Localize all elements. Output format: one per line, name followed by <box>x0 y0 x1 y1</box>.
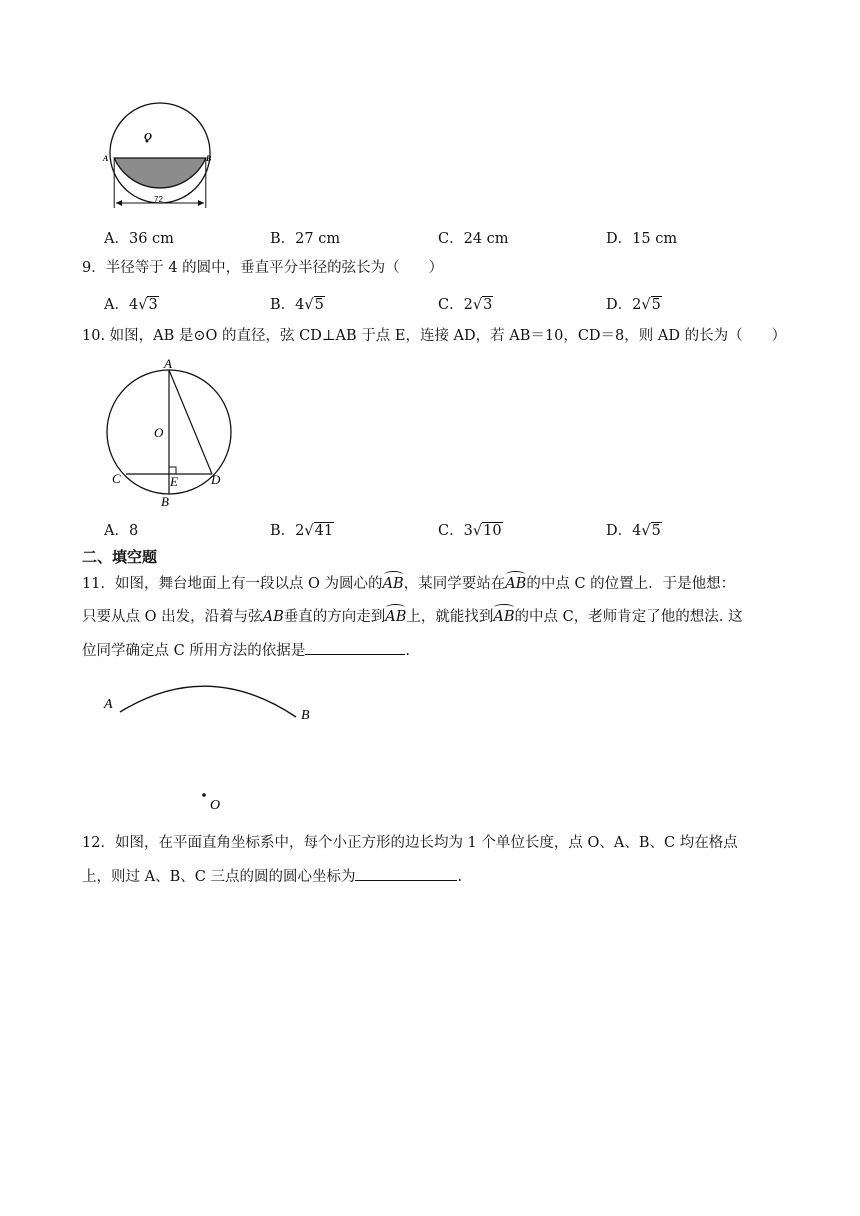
arc-ab-symbol: AB <box>493 609 515 625</box>
q12-line-2: 上，则过 A、B、C 三点的圆的圆心坐标为 . <box>82 866 462 887</box>
answer-blank[interactable] <box>305 640 405 655</box>
q8-option-a[interactable]: A．36 cm <box>104 231 174 247</box>
q10-option-c[interactable]: C．3√10 <box>438 523 502 539</box>
q11-label-b: B <box>301 708 310 723</box>
arc-ab-symbol: AB <box>505 576 527 592</box>
q8-label-a: A <box>103 154 109 163</box>
q10-stem: 10. 如图，AB 是⊙O 的直径，弦 CD⊥AB 于点 E，连接 AD，若 AB＝10，CD＝8，则 AD 的长为（ ） <box>82 328 787 344</box>
q9-option-c[interactable]: C．2√3 <box>438 297 493 313</box>
q10-label-e: E <box>170 474 178 489</box>
q9-option-d[interactable]: D．2√5 <box>606 297 661 313</box>
section-title: 二、填空题 <box>82 548 158 566</box>
q12-line-1: 12．如图，在平面直角坐标系中，每个小正方形的边长均为 1 个单位长度，点 O、A、B、C 均在格点 <box>82 835 738 851</box>
q10-label-o: O <box>154 425 164 440</box>
answer-blank[interactable] <box>355 866 457 881</box>
q10-label-a: A <box>164 356 172 371</box>
q10-option-a[interactable]: A．8 <box>104 523 139 539</box>
q8-option-b[interactable]: B．27 cm <box>270 231 341 247</box>
q10-option-d[interactable]: D．4√5 <box>606 523 661 539</box>
q11-line-3: 位同学确定点 C 所用方法的依据是 . <box>82 640 410 661</box>
q8-circle-figure <box>100 90 220 215</box>
q8-label-o: O <box>144 131 152 143</box>
q11-line-1: 11．如图，舞台地面上有一段以点 O 为圆心的AB，某同学要站在AB的中点 C 的位置上．于是他想： <box>82 576 736 592</box>
q9-option-a[interactable]: A．4√3 <box>104 297 158 313</box>
q8-option-c[interactable]: C．24 cm <box>438 231 509 247</box>
q10-label-b: B <box>161 494 169 509</box>
q10-label-d: D <box>211 472 221 487</box>
q11-label-a: A <box>104 697 113 712</box>
q8-option-d[interactable]: D．15 cm <box>606 231 678 247</box>
q9-stem: 9．半径等于 4 的圆中，垂直平分半径的弦长为（ ） <box>82 260 444 276</box>
q10-label-c: C <box>112 471 121 486</box>
q11-line-2: 只要从点 O 出发，沿着与弦AB垂直的方向走到AB上，就能找到AB的中点 C，老师肯定了他的想法. 这 <box>82 609 743 625</box>
q10-circle-figure <box>100 356 240 512</box>
q8-dimension-label: 72 <box>154 195 163 204</box>
arc-ab-symbol: AB <box>382 576 404 592</box>
arc-ab-symbol: AB <box>385 609 407 625</box>
q10-option-b[interactable]: B．2√41 <box>270 523 334 539</box>
q11-arc-figure <box>98 672 328 817</box>
q9-option-b[interactable]: B．4√5 <box>270 297 324 313</box>
q8-label-b: B <box>206 154 212 163</box>
q11-label-o: O <box>210 798 221 813</box>
